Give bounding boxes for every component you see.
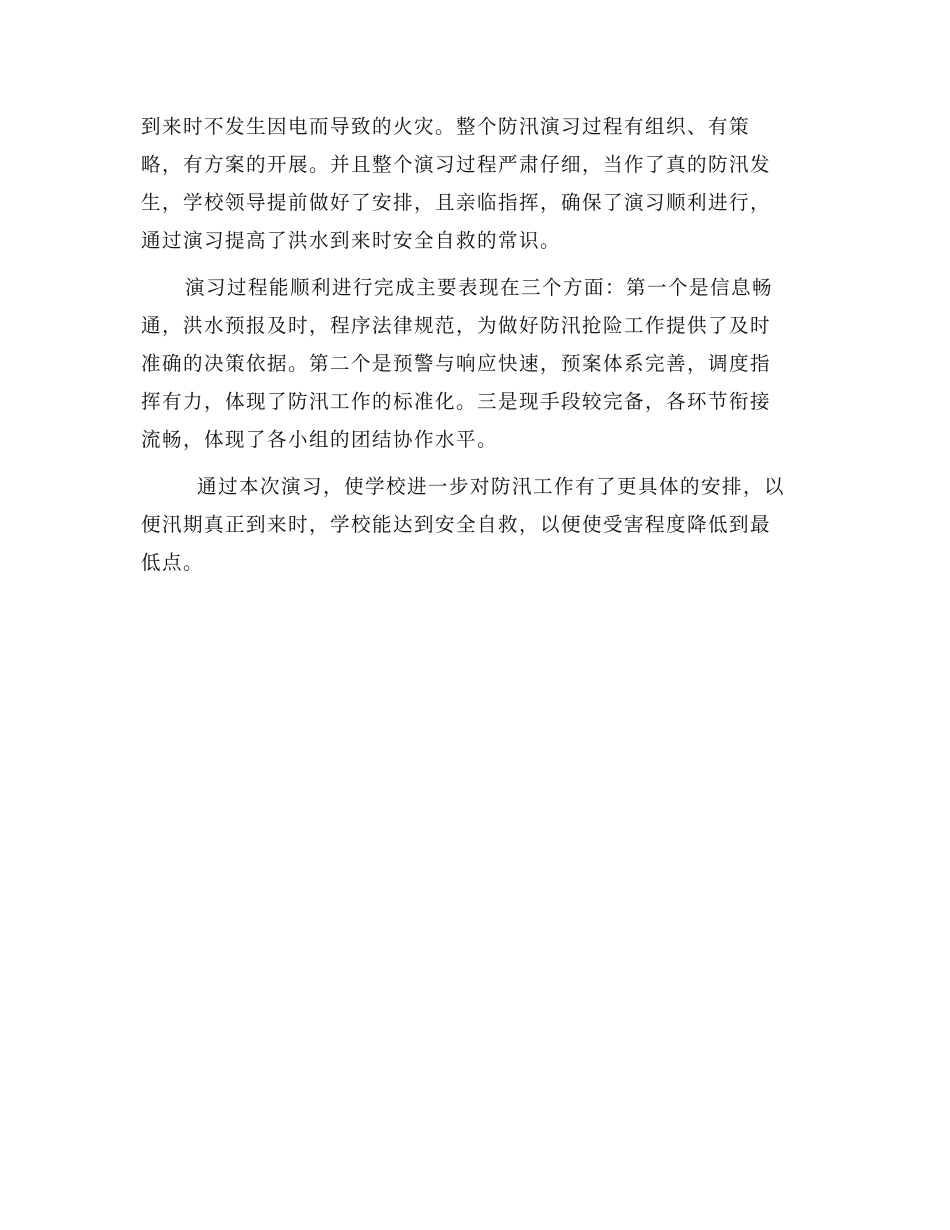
paragraph-1 <box>141 108 809 260</box>
paragraph-1-line-2: 略，有方案的开展。并且整个演习过程严肃仔细，当作了真的防汛发 <box>141 153 772 176</box>
paragraph-2-line-1: 演习过程能顺利进行完成主要表现在三个方面：第一个是信息畅 <box>185 276 774 299</box>
paragraph-3-line-1: 通过本次演习，使学校进一步对防汛工作有了更具体的安排，以 <box>197 475 786 498</box>
paragraph-3-line-2: 便汛期真正到来时，学校能达到安全自救，以便使受害程度降低到最 <box>141 513 772 536</box>
paragraph-2-line-2: 通，洪水预报及时，程序法律规范，为做好防汛抢险工作提供了及时 <box>141 314 772 337</box>
paragraph-1-line-4: 通过演习提高了洪水到来时安全自救的常识。 <box>141 229 562 252</box>
paragraph-1-line-1: 到来时不发生因电而导致的火灾。整个防汛演习过程有组织、有策 <box>141 115 751 138</box>
paragraph-2-line-4: 挥有力，体现了防汛工作的标准化。三是现手段较完备，各环节衔接 <box>141 390 772 413</box>
document-body <box>141 108 809 582</box>
paragraph-2-line-5: 流畅，体现了各小组的团结协作水平。 <box>141 428 499 451</box>
paragraph-3 <box>141 468 809 582</box>
paragraph-2-line-3: 准确的决策依据。第二个是预警与响应快速，预案体系完善，调度指 <box>141 352 772 375</box>
paragraph-1-line-3: 生，学校领导提前做好了安排，且亲临指挥，确保了演习顺利进行， <box>141 191 772 214</box>
paragraph-3-line-3: 低点。 <box>141 551 205 574</box>
paragraph-2 <box>141 269 809 459</box>
